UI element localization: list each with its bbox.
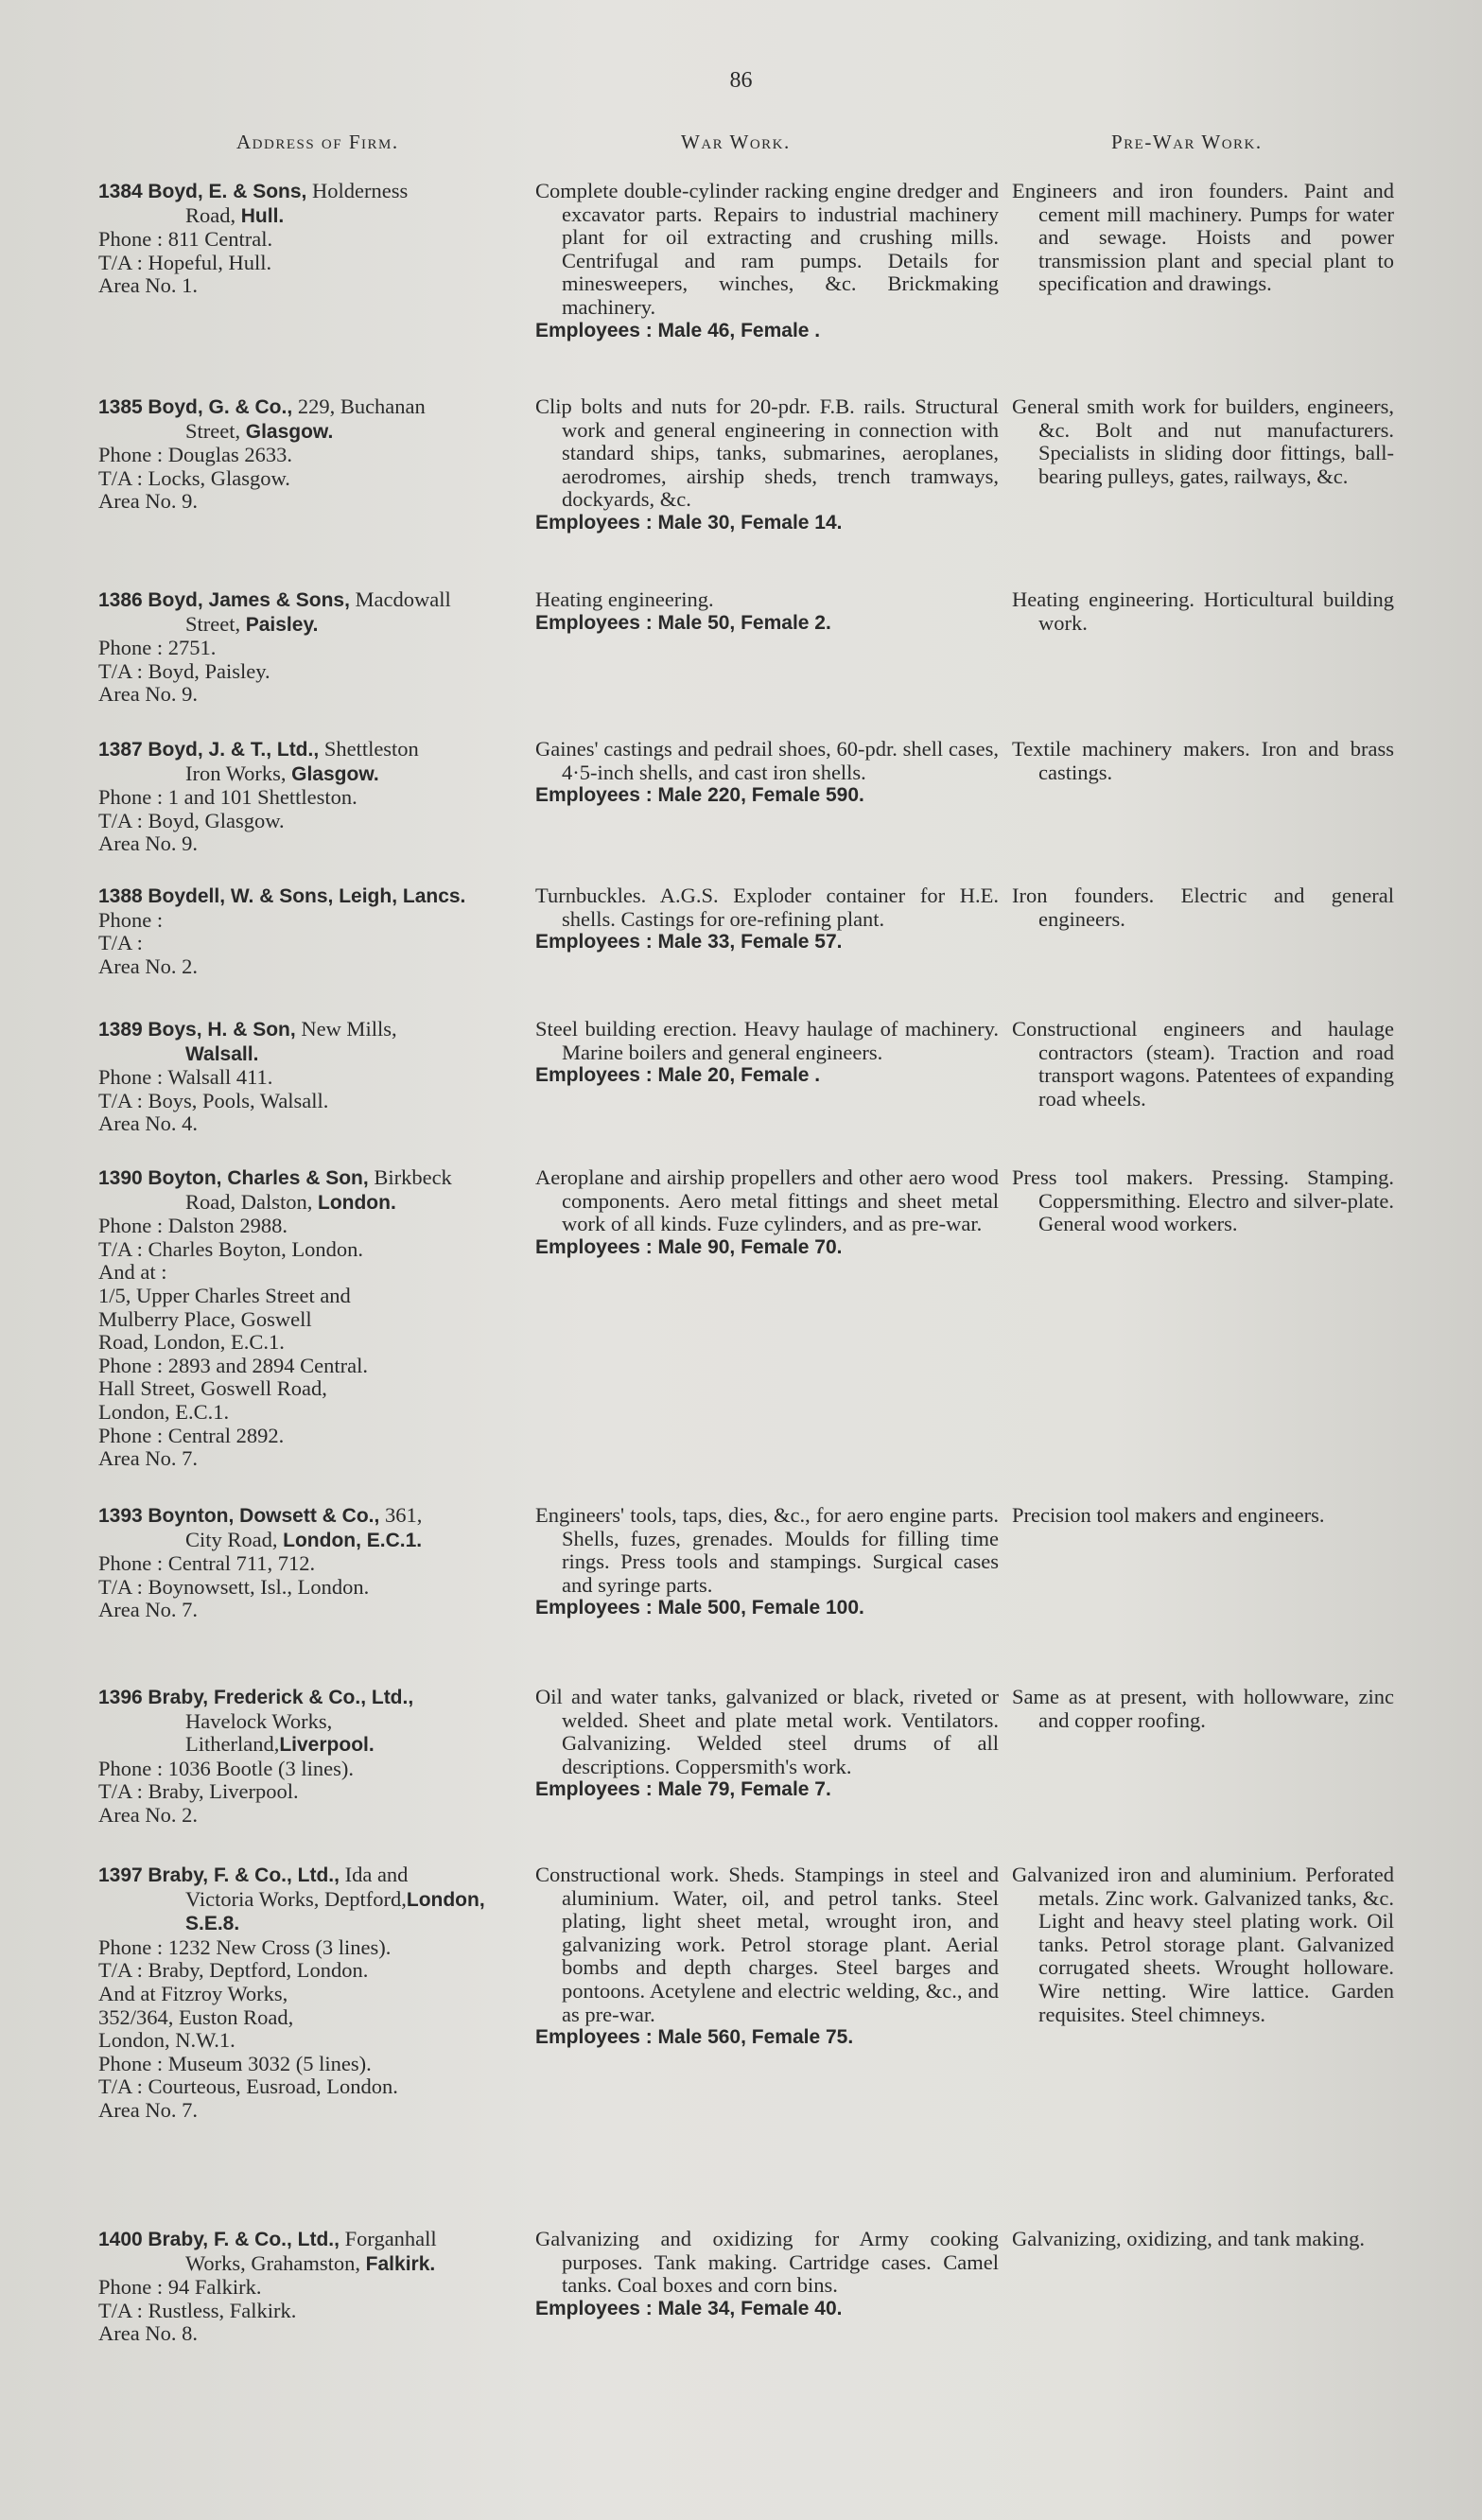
firm-city: Falkirk.: [365, 2252, 436, 2275]
firm-address-cont: Iron Works,: [185, 761, 292, 785]
entry-number: 1393: [98, 1505, 143, 1527]
pre-war-work: [1012, 588, 1394, 635]
employees-count: Employees : Male 560, Female 75.: [535, 2026, 854, 2049]
header-war-work: War Work.: [681, 131, 791, 153]
address-detail-line: Area No. 2.: [98, 1802, 198, 1827]
firm-city: Liverpool.: [279, 1734, 375, 1757]
address-detail-line: Area No. 8.: [98, 2321, 198, 2346]
firm-address-cont: Road,: [185, 202, 241, 227]
employees-count: Employees : Male 90, Female 70.: [535, 1235, 843, 1258]
war-work: [535, 738, 999, 808]
employees-count: Employees : Male 500, Female 100.: [535, 1597, 864, 1619]
address-detail-line: Phone : Central 711, 712.: [98, 1551, 316, 1576]
war-work-text: Gaines' castings and pedrail shoes, 60-pdr. shell cases, 4·5-inch shells, and cast iron shells.: [535, 737, 999, 784]
employees-count: Employees : Male 30, Female 14.: [535, 511, 843, 534]
address-detail-line: Phone : 94 Falkirk.: [98, 2275, 262, 2300]
war-work: [535, 1166, 999, 1259]
address-detail-line: Phone : Central 2892.: [98, 1423, 285, 1447]
firm-address-start: Forganhall: [339, 2227, 437, 2250]
header-address: Address of Firm.: [236, 131, 399, 153]
firm-name: Boynton, Dowsett & Co.,: [148, 1505, 380, 1527]
address-detail-line: T/A : Boys, Pools, Walsall.: [98, 1088, 329, 1112]
pre-war-work-text: Press tool makers. Pressing. Stamping. Coppersmithing. Electro and silver-plate. General wood workers.: [1012, 1165, 1394, 1236]
address-detail-line: And at Fitzroy Works,: [98, 1981, 288, 2005]
firm-address: [98, 738, 524, 856]
war-work-text: Oil and water tanks, galvanized or black, riveted or welded. Sheet and plate metal work. Ventilators. Galvanizing. Welded steel drums of all descriptions. Coppersmith's work.: [535, 1685, 999, 1778]
address-detail-line: Phone : 1232 New Cross (3 lines).: [98, 1934, 392, 1959]
pre-war-work: [1012, 1018, 1394, 1111]
firm-address: [98, 884, 524, 978]
address-detail-line: T/A : Courteous, Eusroad, London.: [98, 2074, 398, 2099]
pre-war-work-text: Textile machinery makers. Iron and brass castings.: [1012, 737, 1394, 784]
entry-number: 1387: [98, 739, 143, 761]
pre-war-work: [1012, 1504, 1394, 1528]
address-detail-line: Phone :: [98, 907, 164, 932]
employees-count: Employees : Male 20, Female .: [535, 1064, 821, 1087]
pre-war-work-text: Constructional engineers and haulage contractors (steam). Traction and road transport wagons. Patentees of expanding road wheels.: [1012, 1017, 1394, 1111]
firm-address-start: Shettleston: [319, 737, 419, 761]
war-work-text: Turnbuckles. A.G.S. Exploder container for H.E. shells. Castings for ore-refining plant.: [535, 884, 999, 931]
firm-city: London.: [318, 1191, 396, 1214]
address-detail-line: T/A : Boyd, Paisley.: [98, 658, 270, 683]
address-detail-line: Area No. 1.: [98, 273, 198, 298]
war-work-text: Heating engineering.: [535, 587, 714, 611]
entry-number: 1386: [98, 589, 143, 611]
address-detail-line: 1/5, Upper Charles Street and: [98, 1283, 351, 1307]
pre-war-work: [1012, 180, 1394, 296]
entry-number: 1388: [98, 885, 143, 907]
war-work-text: Clip bolts and nuts for 20-pdr. F.B. rails. Structural work and general engineering in connection with standard ships, tanks, submarines, aeroplanes, aerodromes, airship sheds, trench tramways, dockyards, &c.: [535, 394, 999, 512]
address-detail-line: T/A : Rustless, Falkirk.: [98, 2298, 297, 2322]
address-detail-line: T/A : Boynowsett, Isl., London.: [98, 1574, 370, 1599]
address-detail-line: T/A : Hopeful, Hull.: [98, 250, 272, 274]
firm-address: [98, 1686, 524, 1828]
firm-city: Hull.: [240, 204, 285, 227]
firm-address-start: Ida and: [339, 1863, 409, 1886]
pre-war-work-text: Iron founders. Electric and general engineers.: [1012, 884, 1394, 931]
firm-address: [98, 180, 524, 298]
address-detail-line: London, E.C.1.: [98, 1399, 230, 1424]
firm-address-start: Birkbeck: [368, 1165, 452, 1189]
address-detail-line: Area No. 2.: [98, 954, 198, 978]
firm-address: [98, 2228, 524, 2346]
pre-war-work: [1012, 395, 1394, 488]
firm-address: [98, 588, 524, 707]
entry-number: 1396: [98, 1687, 143, 1708]
war-work: [535, 1686, 999, 1802]
firm-address: [98, 1864, 524, 2123]
address-detail-line: Road, London, E.C.1.: [98, 1330, 285, 1355]
firm-address-cont: Works, Grahamston,: [185, 2250, 366, 2275]
pre-war-work: [1012, 738, 1394, 784]
employees-count: Employees : Male 33, Female 57.: [535, 931, 843, 954]
firm-address-cont: Street,: [185, 611, 246, 636]
address-detail-line: Phone : 1036 Bootle (3 lines).: [98, 1756, 354, 1780]
pre-war-work-text: Engineers and iron founders. Paint and cement mill machinery. Pumps for water and sewage. Hoists and power transmission plant and special plant to specification and drawings.: [1012, 179, 1394, 296]
address-detail-line: T/A : Locks, Glasgow.: [98, 465, 290, 490]
firm-address: [98, 395, 524, 514]
firm-address-cont: City Road,: [185, 1527, 284, 1551]
firm-name: Boyd, J. & T., Ltd.,: [148, 739, 320, 761]
pre-war-work-text: General smith work for builders, engineers, &c. Bolt and nut manufacturers. Specialists in sliding door fittings, ball-bearing pulleys, gates, railways, &c.: [1012, 394, 1394, 488]
firm-address-cont: Road, Dalston,: [185, 1189, 318, 1214]
address-detail-line: Phone : 2893 and 2894 Central.: [98, 1353, 368, 1377]
employees-count: Employees : Male 79, Female 7.: [535, 1778, 831, 1801]
war-work-text: Engineers' tools, taps, dies, &c., for aero engine parts. Shells, fuzes, grenades. Moulds for filling time rings. Press tools and stampings. Surgical cases and syringe parts.: [535, 1503, 999, 1597]
address-detail-line: Phone : 811 Central.: [98, 227, 273, 252]
employees-count: Employees : Male 34, Female 40.: [535, 2297, 843, 2319]
address-detail-line: Phone : Douglas 2633.: [98, 443, 292, 467]
firm-city: London, E.C.1.: [283, 1529, 423, 1551]
firm-city: Walsall.: [185, 1042, 259, 1065]
address-detail-line: T/A :: [98, 931, 143, 955]
firm-address-cont: Street,: [185, 418, 246, 443]
firm-city: Paisley.: [245, 613, 319, 636]
war-work-text: Aeroplane and airship propellers and other aero wood components. Aero metal fittings and sheet metal work of all kinds. Fuze cylinders, and as pre-war.: [535, 1165, 999, 1236]
firm-city: Glasgow.: [245, 420, 334, 443]
war-work: [535, 884, 999, 954]
war-work-text: Steel building erection. Heavy haulage of machinery. Marine boilers and general engineers.: [535, 1017, 999, 1064]
pre-war-work: [1012, 2228, 1394, 2251]
address-detail-line: Phone : Dalston 2988.: [98, 1214, 288, 1238]
pre-war-work: [1012, 884, 1394, 931]
war-work: [535, 180, 999, 342]
entry-number: 1397: [98, 1864, 143, 1886]
address-detail-line: Phone : 1 and 101 Shettleston.: [98, 785, 357, 810]
war-work-text: Complete double-cylinder racking engine dredger and excavator parts. Repairs to industrial machinery plant for oil extracting and crushing mills. Centrifugal and ram pumps. Details for minesweepers, winches, &c. Brickmaking machinery.: [535, 179, 999, 319]
address-detail-line: Area No. 4.: [98, 1111, 198, 1136]
address-detail-line: Area No. 7.: [98, 1598, 198, 1622]
entry-number: 1384: [98, 181, 143, 202]
firm-address: [98, 1166, 524, 1471]
firm-address-start: Macdowall: [349, 587, 451, 611]
firm-name: Boydell, W. & Sons, Leigh, Lancs.: [148, 885, 466, 907]
pre-war-work-text: Precision tool makers and engineers.: [1012, 1503, 1325, 1527]
header-pre-war-work: Pre-War Work.: [1111, 131, 1263, 153]
firm-address: [98, 1504, 524, 1622]
firm-address-start: 361,: [379, 1503, 423, 1527]
firm-name: Braby, F. & Co., Ltd.,: [148, 2229, 340, 2250]
firm-name: Boyton, Charles & Son,: [148, 1167, 369, 1189]
address-detail-line: London, N.W.1.: [98, 2028, 235, 2053]
address-detail-line: T/A : Boyd, Glasgow.: [98, 808, 285, 832]
war-work: [535, 395, 999, 535]
entry-number: 1389: [98, 1019, 143, 1041]
entry-number: 1390: [98, 1167, 143, 1189]
address-detail-line: Area No. 7.: [98, 1446, 198, 1471]
address-detail-line: Hall Street, Goswell Road,: [98, 1376, 327, 1401]
war-work-text: Galvanizing and oxidizing for Army cooking purposes. Tank making. Cartridge cases. Camel tanks. Coal boxes and corn bins.: [535, 2227, 999, 2298]
firm-address-cont: Havelock Works, Litherland,: [185, 1708, 333, 1757]
firm-name: Boyd, E. & Sons,: [148, 181, 307, 202]
war-work: [535, 1018, 999, 1088]
pre-war-work-text: Heating engineering. Horticultural building work.: [1012, 587, 1394, 635]
firm-name: Boys, H. & Son,: [148, 1019, 296, 1041]
address-detail-line: Phone : Museum 3032 (5 lines).: [98, 2051, 372, 2075]
address-detail-line: Mulberry Place, Goswell: [98, 1306, 312, 1331]
war-work: [535, 2228, 999, 2320]
firm-address-start: 229, Buchanan: [292, 394, 426, 418]
war-work: [535, 588, 999, 635]
firm-city: Glasgow.: [291, 762, 379, 785]
entry-number: 1400: [98, 2229, 143, 2250]
firm-name: Braby, Frederick & Co., Ltd.,: [148, 1687, 414, 1708]
employees-count: Employees : Male 46, Female .: [535, 319, 821, 341]
firm-address: [98, 1018, 524, 1136]
address-detail-line: 352/364, Euston Road,: [98, 2004, 294, 2029]
address-detail-line: T/A : Braby, Deptford, London.: [98, 1958, 369, 1983]
entry-number: 1385: [98, 396, 143, 418]
war-work-text: Constructional work. Sheds. Stampings in steel and aluminium. Water, oil, and petrol tanks. Steel plating, light sheet metal, wrought iron, and galvanizing work. Petrol storage plant. Aerial bombs and depth charges. Steel barges and pontoons. Acetylene and electric welding, &c., and as pre-war.: [535, 1863, 999, 2026]
address-detail-line: T/A : Braby, Liverpool.: [98, 1779, 299, 1804]
firm-name: Boyd, G. & Co.,: [148, 396, 293, 418]
employees-count: Employees : Male 220, Female 590.: [535, 784, 864, 807]
war-work: [535, 1864, 999, 2050]
pre-war-work-text: Same as at present, with hollowware, zinc and copper roofing.: [1012, 1685, 1394, 1732]
page-number: 86: [729, 68, 753, 93]
address-detail-line: Area No. 9.: [98, 489, 198, 514]
war-work: [535, 1504, 999, 1620]
address-detail-line: Area No. 9.: [98, 831, 198, 856]
firm-address-cont: Victoria Works, Deptford,: [185, 1886, 407, 1911]
address-detail-line: Area No. 9.: [98, 682, 198, 707]
firm-city: London, S.E.8.: [185, 1888, 485, 1935]
address-detail-line: Phone : 2751.: [98, 636, 217, 660]
address-detail-line: T/A : Charles Boyton, London.: [98, 1236, 363, 1261]
address-detail-line: Area No. 7.: [98, 2097, 198, 2122]
firm-address-start: Holderness: [306, 179, 409, 202]
pre-war-work: [1012, 1166, 1394, 1236]
pre-war-work-text: Galvanized iron and aluminium. Perforated metals. Zinc work. Galvanized tanks, &c. Light and heavy steel plating work. Oil tanks. Petrol storage plant. Galvanized corrugated sheets. Wrought holloware. Wire netting. Wire lattice. Garden requisites. Steel chimneys.: [1012, 1863, 1394, 2026]
firm-address-start: New Mills,: [295, 1017, 397, 1041]
pre-war-work-text: Galvanizing, oxidizing, and tank making.: [1012, 2227, 1366, 2250]
address-detail-line: Phone : Walsall 411.: [98, 1065, 273, 1090]
pre-war-work: [1012, 1686, 1394, 1732]
employees-count: Employees : Male 50, Female 2.: [535, 611, 831, 634]
firm-name: Boyd, James & Sons,: [148, 589, 350, 611]
firm-name: Braby, F. & Co., Ltd.,: [148, 1864, 340, 1886]
address-detail-line: And at :: [98, 1260, 167, 1285]
pre-war-work: [1012, 1864, 1394, 2026]
